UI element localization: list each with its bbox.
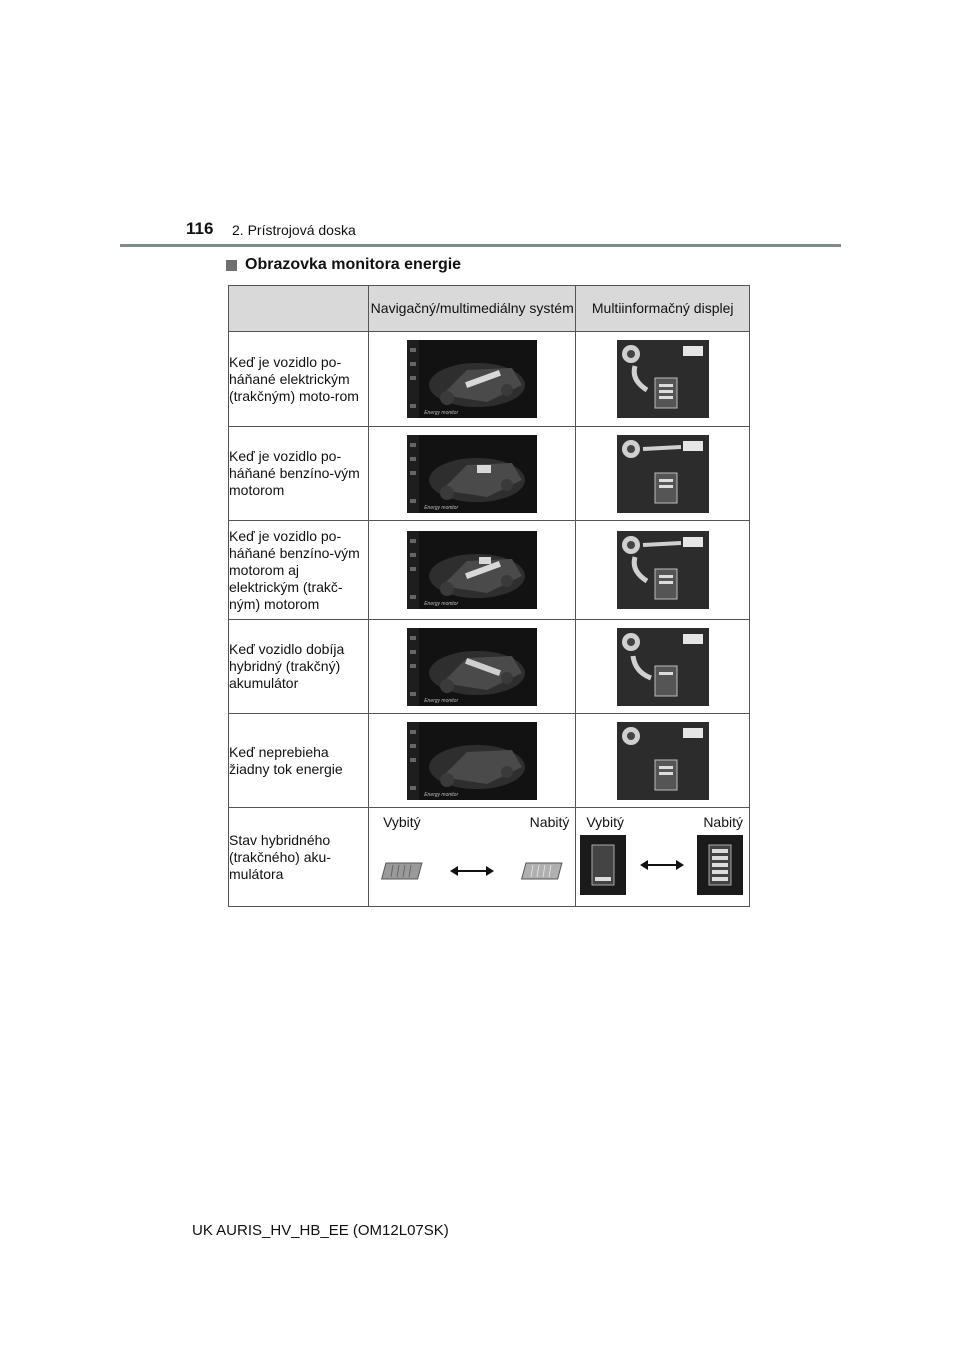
mid-energy-display-image: [617, 340, 709, 418]
row-label: Keď vozidlo dobíja hybridný (trakčný) akumulátor: [229, 620, 369, 714]
square-bullet-icon: [226, 260, 237, 271]
page-number: 116: [186, 219, 214, 238]
footer-doc-code: UK AURIS_HV_HB_EE (OM12L07SK): [192, 1222, 449, 1239]
nav-full-label: Nabitý: [529, 814, 570, 830]
table-header-row: [229, 286, 750, 332]
table-row: [229, 620, 750, 714]
nav-energy-screen-image: [407, 531, 537, 609]
mid-energy-display-image: [617, 531, 709, 609]
header-rule: [120, 244, 841, 247]
screen-caption: Energy monitor: [424, 791, 459, 798]
nav-empty-label: Vybitý: [383, 814, 421, 830]
energy-monitor-table: [228, 285, 750, 907]
nav-energy-screen-image: [407, 722, 537, 800]
screen-caption: Energy monitor: [424, 697, 459, 704]
table-row: [229, 332, 750, 427]
screen-caption: Energy monitor: [424, 410, 459, 416]
header-empty: [229, 286, 369, 332]
battery-empty-icon: [381, 859, 423, 883]
mid-empty-label: Vybitý: [586, 814, 624, 830]
chapter-title: 2. Prístrojová doska: [232, 222, 356, 238]
header-nav-system: Navigačný/multimediálny systém: [369, 286, 576, 332]
mid-energy-display-image: [617, 435, 709, 513]
nav-energy-screen-image: [407, 628, 537, 706]
row-label: Stav hybridného (trakčného) aku-mulátora: [229, 808, 369, 907]
screen-caption: Energy monitor: [424, 601, 459, 607]
mid-battery-empty-icon: [580, 835, 626, 895]
mid-energy-display-image: [617, 722, 709, 800]
mid-energy-display-image: [617, 628, 709, 706]
nav-energy-screen-image: [407, 435, 537, 513]
row-label: Keď neprebieha žiadny tok energie: [229, 714, 369, 808]
table-row: [229, 521, 750, 620]
battery-full-icon: [521, 859, 563, 883]
table-row: [229, 427, 750, 521]
nav-energy-screen-image: [407, 340, 537, 418]
double-arrow-icon: [450, 864, 494, 878]
screen-caption: Energy monitor: [424, 504, 459, 511]
table-row: [229, 808, 750, 907]
header-multi-display: Multiinformačný displej: [576, 286, 750, 332]
double-arrow-icon: [640, 858, 684, 872]
row-label: Keď je vozidlo po-háňané elektrickým (trakčným) moto-rom: [229, 332, 369, 427]
mid-battery-full-icon: [697, 835, 743, 895]
table-row: [229, 714, 750, 808]
section-heading: [226, 256, 461, 274]
row-label: Keď je vozidlo po-háňané benzíno-vým motorom: [229, 427, 369, 521]
section-title: Obrazovka monitora energie: [245, 256, 462, 273]
row-label: Keď je vozidlo po-háňané benzíno-vým motorom aj elektrickým (trakč-ným) motorom: [229, 521, 369, 620]
mid-full-label: Nabitý: [703, 814, 743, 830]
